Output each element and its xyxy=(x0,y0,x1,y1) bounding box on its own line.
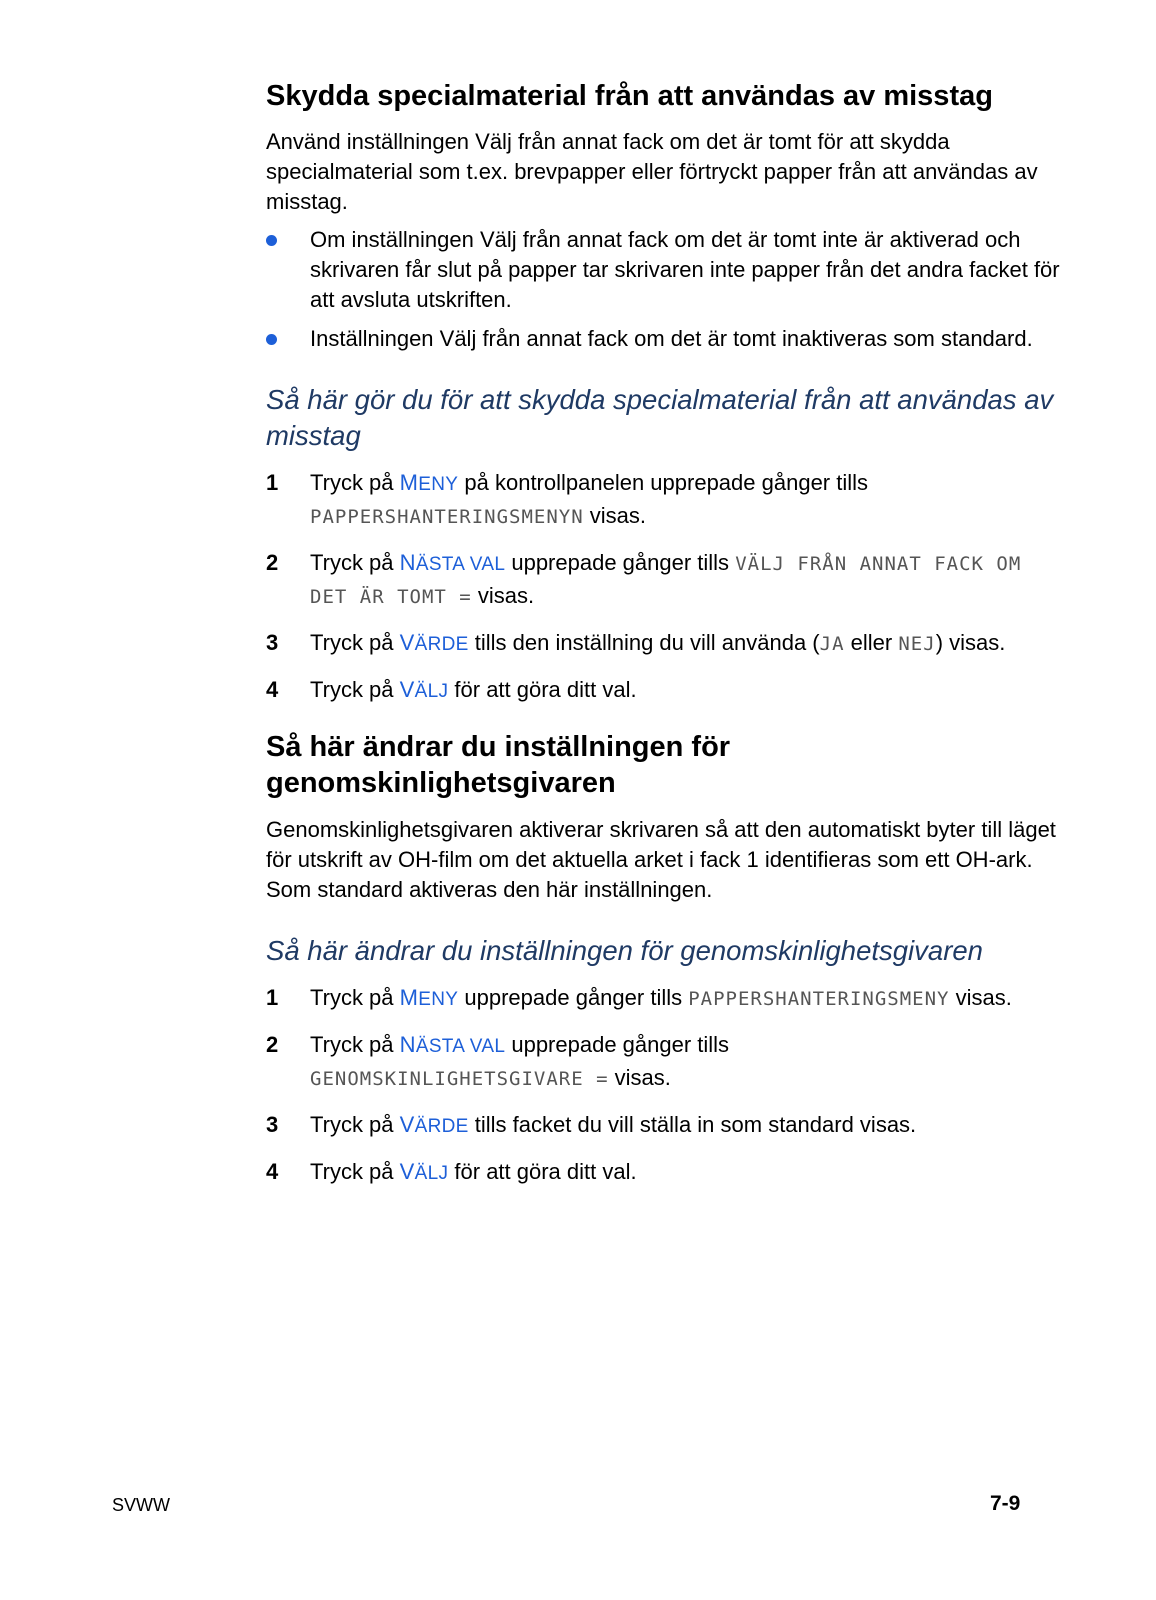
step-item xyxy=(266,467,1066,533)
key-label: MENY xyxy=(399,985,459,1010)
key-label: NÄSTA VAL xyxy=(399,1032,506,1057)
step-text: för att göra ditt val. xyxy=(454,677,637,702)
key-label: VÄLJ xyxy=(399,677,449,702)
step-text: Tryck på xyxy=(310,470,394,495)
step-number: 3 xyxy=(266,630,279,655)
step-number: 3 xyxy=(266,1112,279,1137)
step-text: visas. xyxy=(614,1065,671,1090)
step-item xyxy=(266,1029,1066,1095)
step-text: visas. xyxy=(955,985,1012,1010)
list-item xyxy=(266,225,1066,315)
list-item xyxy=(266,324,1066,354)
step-text: upprepade gånger tills xyxy=(511,550,730,575)
page-content xyxy=(266,78,1066,1203)
step-number: 2 xyxy=(266,1032,279,1057)
step-text: Tryck på xyxy=(310,677,394,702)
section-title: Skydda specialmaterial från att användas av misstag xyxy=(266,80,993,112)
section-intro: Använd inställningen Välj från annat fack om det är tomt för att skydda specialmaterial som t.ex. brevpapper eller förtryckt papper från att användas av misstag. xyxy=(266,129,1038,214)
page-number: 7-9 xyxy=(990,1492,1021,1515)
step-text: Tryck på xyxy=(310,550,394,575)
step-text: Tryck på xyxy=(310,1112,394,1137)
step-text: Tryck på xyxy=(310,1159,394,1184)
bullet-text: Inställningen Välj från annat fack om det är tomt inaktiveras som standard. xyxy=(310,326,1033,351)
step-number: 1 xyxy=(266,985,279,1010)
section-title: Så här ändrar du inställningen för genomskinlighetsgivaren xyxy=(266,731,731,799)
key-label: VÄLJ xyxy=(399,1159,449,1184)
step-number: 4 xyxy=(266,1159,279,1184)
procedure-heading: Så här gör du för att skydda specialmaterial från att användas av misstag xyxy=(266,384,1054,451)
key-label: MENY xyxy=(399,470,459,495)
step-item xyxy=(266,547,1066,613)
display-message: VÄLJ FRÅN ANNAT FACK OM DET ÄR TOMT = xyxy=(310,553,1022,608)
bullet-icon xyxy=(266,235,277,246)
step-item xyxy=(266,1109,1066,1142)
step-text: tills facket du vill ställa in som standard visas. xyxy=(474,1112,917,1137)
step-item xyxy=(266,982,1066,1015)
footer-doc-code: SVWW xyxy=(112,1495,170,1515)
step-item xyxy=(266,1156,1066,1189)
step-text: Tryck på xyxy=(310,1032,394,1057)
bullet-text: Om inställningen Välj från annat fack om det är tomt inte är aktiverad och skrivaren får slut på papper tar skrivaren inte papper från det andra facket för att avsluta utskriften. xyxy=(310,227,1060,312)
step-text: för att göra ditt val. xyxy=(454,1159,637,1184)
key-label: NÄSTA VAL xyxy=(399,550,506,575)
step-text: på kontrollpanelen upprepade gånger tills xyxy=(464,470,869,495)
key-label: VÄRDE xyxy=(399,630,469,655)
step-text: visas. xyxy=(589,503,647,528)
procedure-heading: Så här ändrar du inställningen för genomskinlighetsgivaren xyxy=(266,935,983,966)
step-text: eller xyxy=(850,630,893,655)
display-message: NEJ xyxy=(898,633,936,655)
step-text: upprepade gånger tills xyxy=(511,1032,730,1057)
step-list xyxy=(266,982,1066,1189)
step-text: visas. xyxy=(477,583,535,608)
key-label: VÄRDE xyxy=(399,1112,469,1137)
step-text: Tryck på xyxy=(310,985,394,1010)
display-message: JA xyxy=(819,633,845,655)
step-item xyxy=(266,674,1066,707)
display-message: PAPPERSHANTERINGSMENYN xyxy=(310,506,584,528)
display-message: GENOMSKINLIGHETSGIVARE = xyxy=(310,1068,609,1090)
bullet-icon xyxy=(266,334,277,345)
bullet-list xyxy=(266,225,1066,354)
display-message: PAPPERSHANTERINGSMENY xyxy=(688,988,950,1010)
step-number: 4 xyxy=(266,677,279,702)
step-number: 1 xyxy=(266,470,279,495)
section-intro: Genomskinlighetsgivaren aktiverar skrivaren så att den automatiskt byter till läget för utskrift av OH-film om det aktuella arket i fack 1 identifieras som ett OH-ark. Som standard aktiveras den här inställningen. xyxy=(266,817,1056,902)
step-number: 2 xyxy=(266,550,279,575)
step-text: Tryck på xyxy=(310,630,394,655)
step-item xyxy=(266,627,1066,660)
step-text: tills den inställning du vill använda ( xyxy=(474,630,820,655)
step-text: upprepade gånger tills xyxy=(464,985,683,1010)
step-text: ) visas. xyxy=(935,630,1006,655)
step-list xyxy=(266,467,1066,707)
